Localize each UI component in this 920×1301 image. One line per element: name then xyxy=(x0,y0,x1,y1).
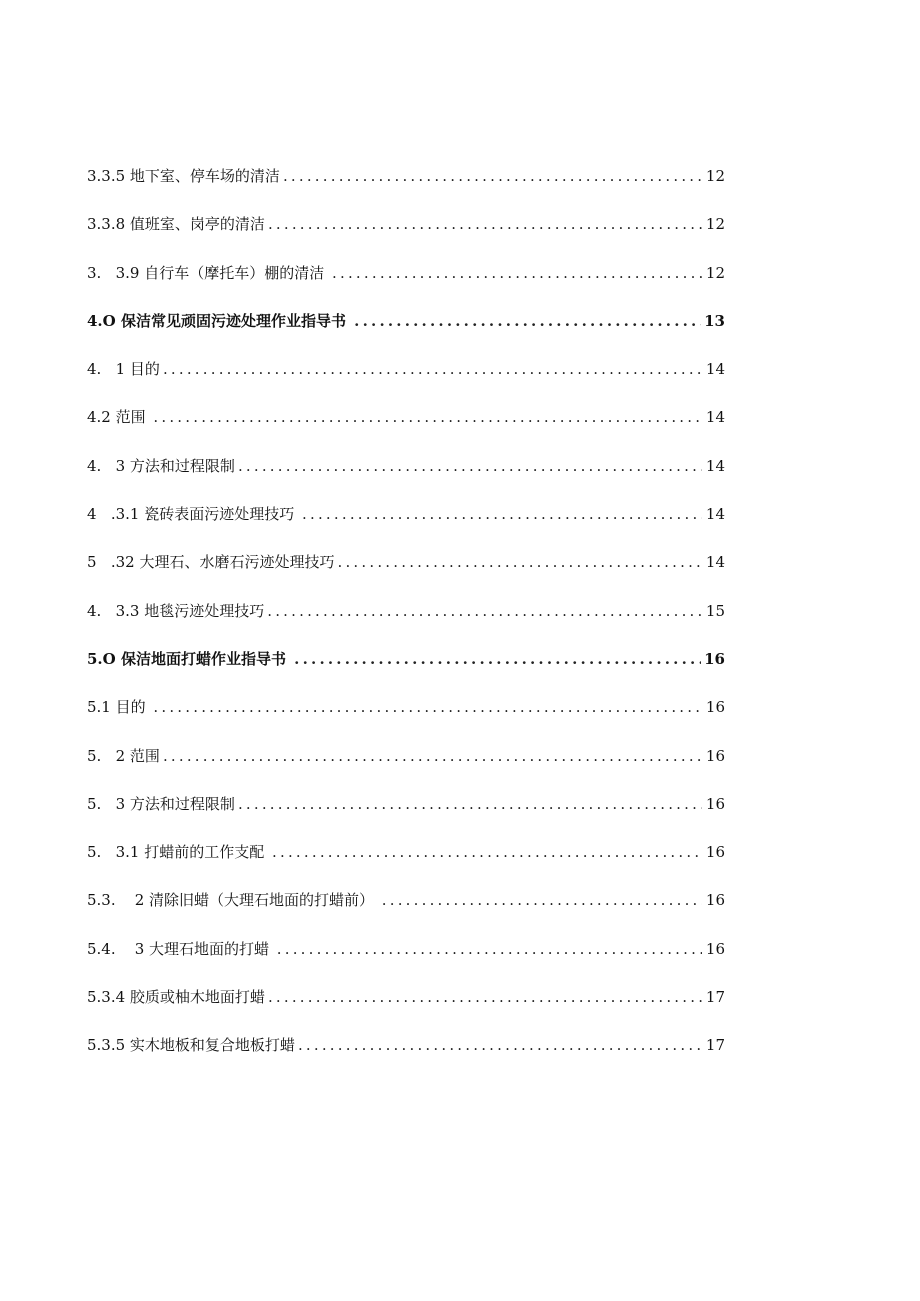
toc-page-number: 14 xyxy=(705,553,725,572)
toc-entry[interactable] xyxy=(87,407,725,455)
toc-dot-leader xyxy=(302,504,702,524)
toc-entry[interactable] xyxy=(87,359,725,407)
toc-entry-title: 5. 2 范围 xyxy=(87,746,160,765)
toc-page-number: 14 xyxy=(705,360,725,379)
toc-entry[interactable] xyxy=(87,166,725,214)
toc-page-number: 16 xyxy=(705,939,725,958)
toc-dot-leader xyxy=(382,890,702,910)
toc-page-number: 12 xyxy=(705,167,725,185)
toc-page-number: 16 xyxy=(705,746,725,765)
toc-dot-leader xyxy=(298,1035,702,1055)
toc-entry[interactable] xyxy=(87,601,725,649)
toc-dot-leader xyxy=(354,311,701,331)
toc-entry[interactable] xyxy=(87,214,725,262)
toc-entry-title: 5. 3.1 打蜡前的工作支配 xyxy=(87,843,270,862)
toc-section-heading[interactable] xyxy=(87,311,725,359)
toc-entry-title: 4. 3 方法和过程限制 xyxy=(87,456,235,475)
toc-page-number: 13 xyxy=(704,311,725,330)
toc-page-number: 14 xyxy=(705,408,725,427)
toc-entry[interactable] xyxy=(87,890,725,938)
toc-dot-leader xyxy=(163,746,702,766)
toc-dot-leader xyxy=(267,601,702,621)
toc-dot-leader xyxy=(272,842,702,862)
toc-entry[interactable] xyxy=(87,794,725,842)
toc-dot-leader xyxy=(238,794,702,814)
toc-dot-leader xyxy=(163,359,702,379)
toc-entry-title: 5 .32 大理石、水磨石污迹处理技巧 xyxy=(87,553,335,572)
toc-entry[interactable] xyxy=(87,697,725,745)
toc-page-number: 14 xyxy=(705,505,725,524)
toc-entry[interactable] xyxy=(87,504,725,552)
toc-entry-title: 5.3. 2 清除旧蜡（大理石地面的打蜡前） xyxy=(87,891,379,910)
toc-entry-title: 5.4. 3 大理石地面的打蜡 xyxy=(87,939,274,958)
toc-entry[interactable] xyxy=(87,939,725,987)
toc-dot-leader xyxy=(283,166,702,186)
toc-entry[interactable] xyxy=(87,552,725,600)
toc-entry[interactable] xyxy=(87,1035,725,1083)
toc-dot-leader xyxy=(153,697,702,717)
toc-entry-title: 4. 1 目的 xyxy=(87,360,160,379)
toc-dot-leader xyxy=(153,407,702,427)
toc-page-number: 15 xyxy=(705,601,725,620)
toc-page-number: 17 xyxy=(705,988,725,1007)
table-of-contents xyxy=(87,166,725,1084)
toc-entry-title: 3.3.5 地下室、停车场的清洁 xyxy=(87,167,280,185)
toc-entry-title: 4.2 范围 xyxy=(87,408,151,427)
toc-page-number: 12 xyxy=(705,263,725,282)
toc-page-number: 12 xyxy=(705,215,725,234)
toc-dot-leader xyxy=(268,214,702,234)
toc-entry-title: 5.1 目的 xyxy=(87,698,151,717)
toc-entry[interactable] xyxy=(87,263,725,311)
toc-entry[interactable] xyxy=(87,987,725,1035)
toc-entry[interactable] xyxy=(87,746,725,794)
toc-entry[interactable] xyxy=(87,842,725,890)
toc-dot-leader xyxy=(277,939,702,959)
toc-entry-title: 3.3.8 值班室、岗亭的清洁 xyxy=(87,215,265,234)
toc-entry-title: 4 .3.1 瓷砖表面污迹处理技巧 xyxy=(87,505,300,524)
toc-dot-leader xyxy=(294,649,701,669)
toc-page-number: 16 xyxy=(705,843,725,862)
toc-dot-leader xyxy=(337,552,702,572)
toc-entry-title: 5.O 保洁地面打蜡作业指导书 xyxy=(87,649,292,668)
toc-page-number: 16 xyxy=(705,698,725,717)
toc-page-number: 16 xyxy=(705,794,725,813)
toc-page-number: 17 xyxy=(705,1036,725,1055)
toc-dot-leader xyxy=(332,263,702,283)
toc-entry-title: 4.O 保洁常见顽固污迹处理作业指导书 xyxy=(87,311,352,330)
toc-entry-title: 5. 3 方法和过程限制 xyxy=(87,794,235,813)
toc-entry-title: 3. 3.9 自行车（摩托车）棚的清洁 xyxy=(87,263,330,282)
toc-entry-title: 5.3.4 胶质或柚木地面打蜡 xyxy=(87,988,265,1007)
toc-entry-title: 5.3.5 实木地板和复合地板打蜡 xyxy=(87,1036,295,1055)
toc-page-number: 14 xyxy=(705,456,725,475)
toc-entry[interactable] xyxy=(87,456,725,504)
toc-page-number: 16 xyxy=(705,891,725,910)
toc-dot-leader xyxy=(238,456,702,476)
toc-page-number: 16 xyxy=(704,649,725,668)
toc-entry-title: 4. 3.3 地毯污迹处理技巧 xyxy=(87,601,265,620)
toc-dot-leader xyxy=(268,987,702,1007)
toc-section-heading[interactable] xyxy=(87,649,725,697)
